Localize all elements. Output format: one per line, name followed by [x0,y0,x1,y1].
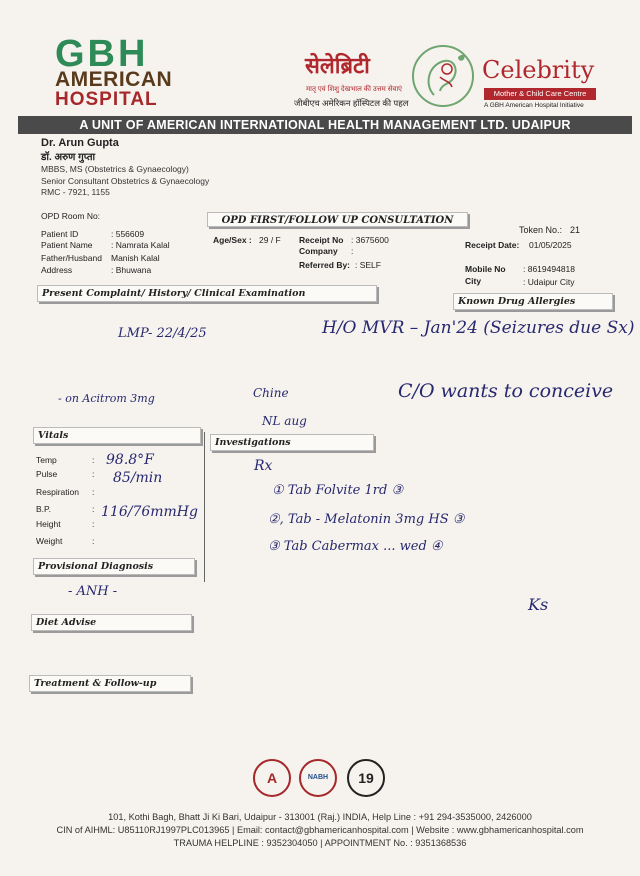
patient-name-value: : Namrata Kalal [111,240,170,250]
hw-rx-2: ②, Tab - Melatonin 3mg HS ③ [268,512,465,527]
company-label: Company [299,246,338,256]
gbh-logo-line2: AMERICAN [55,68,173,91]
patient-id-value: : 556609 [111,229,145,239]
city-label: City [465,276,482,286]
hw-rx-3: ③ Tab Cabermax ... wed ④ [268,539,443,554]
opd-room-label: OPD Room No: [41,211,101,221]
hw-on-medication: - on Acitrom 3mg [58,392,155,405]
pulse-label: Pulse [36,469,58,479]
diagnosis-section-header: Provisional Diagnosis [33,558,195,575]
father-label: Father/Husband [41,253,102,263]
doctor-name: Dr. Arun Gupta [41,137,119,149]
doctor-degree: MBBS, MS (Obstetrics & Gynaecology) [41,164,189,174]
receipt-date-value: 01/05/2025 [529,240,572,250]
patient-id-label: Patient ID [41,229,79,239]
referred-value: : SELF [355,260,381,270]
diet-section-header: Diet Advise [31,614,192,631]
resp-colon: : [92,487,95,497]
footer-address: 101, Kothi Bagh, Bhatt Ji Ki Bari, Udaipur - 313001 (Raj.) INDIA, Help Line : +91 294-3535000, 2426000 [108,812,532,822]
receipt-date-label: Receipt Date: [465,240,520,250]
mobile-value: : 8619494818 [523,264,575,274]
bp-label: B.P. [36,504,51,514]
agesex-value: 29 / F [259,235,281,245]
weight-colon: : [92,536,95,546]
mobile-label: Mobile No [465,264,506,274]
hw-nl-aug: NL aug [262,414,307,428]
hw-diagnosis: - ANH - [68,584,118,599]
celebrity-tagline: मातृ एवं शिशु देखभाल की उत्तम सेवाएं [306,86,403,93]
receipt-no-label: Receipt No [299,235,344,245]
hw-temp: 98.8°F [106,452,154,468]
agesex-label: Age/Sex : [213,235,252,245]
city-value: : Udaipur City [523,277,575,287]
bp-colon: : [92,504,95,514]
hw-complaint: C/O wants to conceive [398,380,614,402]
hw-history: H/O MVR – Jan'24 (Seizures due Sx) [322,318,635,338]
receipt-no-value: : 3675600 [351,235,389,245]
celebrity-hindi-sub: जीबीएच अमेरिकन हॉस्पिटल की पहल [294,98,409,108]
treatment-section-header: Treatment & Follow-up [29,675,191,692]
gbh-logo-line3: HOSPITAL [55,89,158,110]
hw-bp: 116/76mmHg [101,504,198,520]
hw-rx: Rx [254,458,273,474]
celebrity-english-title: Celebrity [482,56,595,84]
height-colon: : [92,519,95,529]
nabh-badge: NABH [299,759,337,797]
doctor-name-hindi: डॉ. अरुण गुप्ता [41,152,96,163]
hw-pulse: 85/min [113,470,163,486]
token-value: 21 [570,225,581,235]
father-value: Manish Kalal [111,253,160,263]
accreditation-badge-a: A [253,759,291,797]
doctor-rmc: RMC - 7921, 1155 [41,187,110,197]
vitals-divider [204,432,205,582]
hw-lmp: LMP- 22/4/25 [118,326,207,341]
celebrity-hindi-title: सेलेब्रिटी [305,54,370,79]
temp-colon: : [92,455,95,465]
footer-cin: CIN of AIHML: U85110RJ1997PLC013965 | Email: contact@gbhamericanhospital.com | Website : www.gbhamericanhospital.com [56,825,584,835]
patient-name-label: Patient Name [41,240,93,250]
vitals-section-header: Vitals [33,427,201,444]
hw-rx-1: ① Tab Folvite 1rd ③ [272,483,404,498]
celebrity-initiative: A GBH American Hospital Initiative [484,102,584,109]
investigations-section-header: Investigations [210,434,374,451]
height-label: Height [36,519,61,529]
weight-label: Weight [36,536,63,546]
hw-chine: Chine [253,386,289,400]
doctor-role: Senior Consultant Obstetrics & Gynaecology [41,176,210,186]
address-value: : Bhuwana [111,265,152,275]
complaint-section-header: Present Complaint/ History/ Clinical Examination [37,285,377,302]
mother-child-logo-icon [412,45,474,107]
referred-label: Referred By: [299,260,351,270]
company-value: : [351,246,354,256]
unit-banner: A UNIT OF AMERICAN INTERNATIONAL HEALTH MANAGEMENT LTD. UDAIPUR [18,116,632,134]
allergy-section-header: Known Drug Allergies [453,293,613,310]
celebrity-mc-banner: Mother & Child Care Centre [484,88,596,100]
hw-signature: Ks [528,595,549,614]
temp-label: Temp [36,455,57,465]
pulse-colon: : [92,469,95,479]
opd-title: OPD FIRST/FOLLOW UP CONSULTATION [207,212,468,227]
address-label: Address [41,265,73,275]
year-badge: 19 [347,759,385,797]
resp-label: Respiration [36,487,79,497]
token-label: Token No.: [519,225,563,235]
gbh-logo-line1: GBH [55,33,149,75]
gbh-logo [55,33,195,110]
footer-helpline: TRAUMA HELPLINE : 9352304050 | APPOINTMENT No. : 9351368536 [173,838,467,848]
